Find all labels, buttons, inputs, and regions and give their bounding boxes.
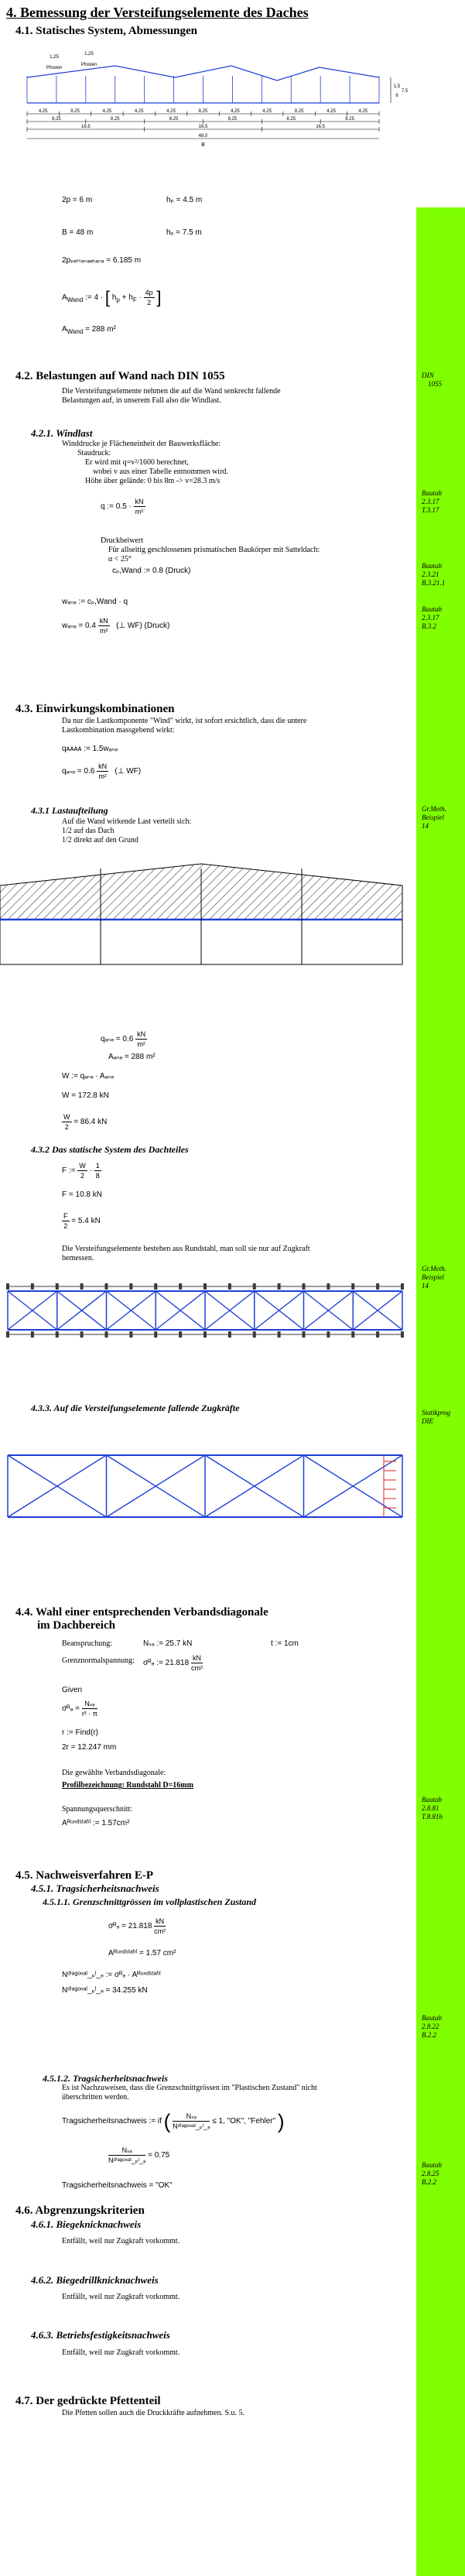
rail-support bbox=[179, 1331, 182, 1338]
dimension-value: 8,25 bbox=[227, 117, 238, 122]
value-wwand: wₐₙₔ = 0.4 $\frac{kN}{\text{m²}}$ (⊥ WF) (Druck) bbox=[62, 617, 170, 635]
rail-support bbox=[401, 1331, 404, 1338]
margin-note-din: DIN 1055 bbox=[422, 372, 442, 388]
section-4-5-heading: 4.5. Nachweisverfahren E-P bbox=[15, 1869, 154, 1882]
right-dim-value: 1,5 bbox=[393, 84, 401, 89]
value-qwand-2: qₐₙₔ = 0.6 $\frac{kN}{\text{m²}}$ bbox=[101, 1030, 146, 1048]
rail-support bbox=[228, 1331, 231, 1338]
value-2r: 2r = 12.247 mm bbox=[62, 1743, 117, 1752]
section-4-3-intro: Da nur die Lastkomponente "Wind" wirkt, ist sofort ersichtlich, dass die untere Lastkombination massgebend wirkt: bbox=[62, 717, 307, 735]
value-W: W = 172.8 kN bbox=[62, 1091, 109, 1100]
dimension-value: 4,25 bbox=[262, 109, 272, 114]
value-hF: hₒ = 7.5 m bbox=[166, 228, 202, 237]
margin-note-statikprog: Statikprog DIE bbox=[422, 1409, 451, 1425]
section-4-1-heading: 4.1. Statisches System, Abmessungen bbox=[15, 25, 198, 37]
dimension-value: 4,25 bbox=[38, 109, 48, 114]
section-4-heading: 4. Bemessung der Versteifungselemente des Daches bbox=[6, 5, 309, 20]
wind-description: Winddrucke je Flächeneinheit der Bauwerksfläche: Staudruck: Er wird mit q=v²/1600 berechnet, wobei v aus einer Tabelle entnommen wird. Höhe über gelände: 0 bis 8m -> v=28.3 m/s bbox=[62, 440, 228, 485]
zugkraefte-truss-drawing bbox=[0, 1432, 418, 1533]
value-W-half: $\frac{W}{2}$ = 86.4 kN bbox=[63, 1113, 108, 1131]
dimension-value: 4,25 bbox=[102, 109, 112, 114]
dimension-value: 4,25 bbox=[231, 109, 240, 114]
section-4-5-1-2-heading: 4.5.1.2. Tragsicherheitsnachweis bbox=[43, 2073, 168, 2084]
value-sigma-rd-2: σᴿₔ = 21.818 $\frac{kN}{\text{cm²}}$ bbox=[108, 1917, 166, 1935]
dimension-value: 8,25 bbox=[198, 109, 208, 114]
dimension-value: 8,25 bbox=[169, 117, 179, 122]
value-F-half: $\frac{F}{2}$ = 5.4 kN bbox=[63, 1212, 101, 1230]
formula-awand: $A_{Wand}$ := 4 · [ $h_p + h_F$ · $\frac{4p}{2}$ ] bbox=[62, 287, 162, 307]
dimension-value: 4,25 bbox=[327, 109, 336, 114]
margin-note-bautab-4: Bautab 2.8.81 T.8.81b bbox=[422, 1796, 443, 1821]
margin-note-bautab-6: Bautab 2.8.25 B.2.2 bbox=[422, 2161, 442, 2186]
dachteil-truss-drawing bbox=[0, 1268, 418, 1345]
dimension-total: 48,0 bbox=[198, 134, 208, 139]
value-nsd: Nₛₔ := 25.7 kN bbox=[143, 1639, 193, 1648]
value-qwand: qₐₙₔ = 0.6 $\frac{kN}{\text{m²}}$ (⊥ WF) bbox=[62, 762, 142, 780]
value-F: F = 10.8 kN bbox=[62, 1190, 102, 1199]
margin-note-bautab-2: Bautab 2.3.21 B.3.21.1 bbox=[422, 562, 446, 587]
dimension-value: 8,25 bbox=[110, 117, 120, 122]
value-awand-2: Aₐₙₔ = 288 m² bbox=[108, 1053, 156, 1061]
rail-support bbox=[56, 1283, 59, 1290]
section-4-6-heading: 4.6. Abgrenzungskriterien bbox=[15, 2204, 145, 2217]
dimension-value: 8,25 bbox=[345, 117, 354, 122]
dimension-value: 8,25 bbox=[294, 109, 304, 114]
dim-top-label: 1,25 bbox=[84, 52, 94, 57]
right-dim-value: 6 bbox=[395, 94, 398, 98]
rail-support bbox=[154, 1283, 157, 1290]
rail-support bbox=[6, 1331, 9, 1338]
rail-support bbox=[401, 1283, 404, 1290]
rundstahl-note: Die Versteifungselemente bestehen aus Rundstahl, man soll sie nur auf Zugkraft bemessen. bbox=[62, 1245, 310, 1262]
value-tragsicherheit: Tragsicherheitsnachweis = "OK" bbox=[62, 2181, 173, 2190]
pfosten-label: Pfosten bbox=[46, 66, 63, 70]
formula-W: W := qₐₙₔ · Aₐₙₔ bbox=[62, 1072, 115, 1081]
value-arundstahl: Aᴿᵘⁿᵈˢᵗᵃʰˡ := 1.57cm² bbox=[62, 1819, 130, 1828]
rail-support bbox=[351, 1283, 354, 1290]
margin-note-grmeth-2: Gr.Meth. Beispiel 14 bbox=[422, 1265, 446, 1290]
rail-support bbox=[6, 1283, 9, 1290]
profilbezeichnung: Profilbezeichnung: Rundstahl D=16mm bbox=[62, 1781, 193, 1790]
margin-note-bautab-1: Bautab 2.3.17 T.3.17 bbox=[422, 489, 442, 514]
rail-support bbox=[31, 1331, 34, 1338]
dimension-mark: B bbox=[201, 142, 205, 148]
formula-F: F := $\frac{W}{2}$ · $\frac{1}{8}$ bbox=[62, 1162, 100, 1180]
right-dim-value: 7,5 bbox=[401, 89, 409, 94]
section-4-2-intro: Die Versteifungselemente nehmen die auf die Wand senkrecht fallende Belastungen auf, in unserem Fall also die Windlast. bbox=[62, 387, 281, 405]
dimension-value: 8,25 bbox=[286, 117, 296, 122]
value-arundstahl-2: Aᴿᵘⁿᵈˢᵗᵃʰˡ = 1.57 cm² bbox=[108, 1949, 176, 1958]
section-4-6-1-heading: 4.6.1. Biegeknicknachweis bbox=[31, 2218, 142, 2230]
section-4-3-1-heading: 4.3.1 Lastaufteilung bbox=[31, 805, 108, 816]
entfaellt-2: Entfällt, weil nur Zugkraft vorkommt. bbox=[62, 2293, 180, 2301]
formula-qwand: qᴀᴀᴀᴀ := 1.5wₐₙₔ bbox=[62, 745, 118, 753]
rail-support bbox=[278, 1283, 281, 1290]
value-ndiag: Nᵈⁱᵃᵍᵒⁿᵃˡ_ₚˡ_ₔ = 34.255 kN bbox=[62, 1986, 148, 1995]
rail-support bbox=[179, 1283, 182, 1290]
rail-support bbox=[253, 1283, 256, 1290]
section-4-2-heading: 4.2. Belastungen auf Wand nach DIN 1055 bbox=[15, 370, 225, 382]
section-4-7-heading: 4.7. Der gedrückte Pfettenteil bbox=[15, 2395, 161, 2407]
dimension-value: 4,25 bbox=[358, 109, 368, 114]
section-4-3-heading: 4.3. Einwirkungskombinationen bbox=[15, 703, 175, 715]
section-4-5-1-heading: 4.5.1. Tragsicherheitsnachweis bbox=[31, 1882, 159, 1894]
dimension-value: 8,25 bbox=[70, 109, 80, 114]
margin-note-grmeth-1: Gr.Meth. Beispiel 14 bbox=[422, 805, 446, 830]
formula-ndiag: Nᵈⁱᵃᵍᵒⁿᵃˡ_ₚˡ_ₔ := σᴿₔ · Aᴿᵘⁿᵈˢᵗᵃʰˡ bbox=[62, 1971, 161, 1979]
dimension-value: 4,25 bbox=[134, 109, 144, 114]
formula-tragsicherheit: Tragsicherheitsnachweis := if ( $\frac{\text{Nₛₔ}}{\text{Nᵈⁱᵃᵍᵒⁿᵃˡ\_ₚˡ\_ₔ}}$ ≤ 1, "OK", "Fehler" ) bbox=[62, 2109, 285, 2133]
rail-support bbox=[56, 1331, 59, 1338]
formula-wwand: wₐₙₔ := cₚ,Wand · q bbox=[62, 598, 128, 606]
section-4-3-3-heading: 4.3.3. Auf die Versteifungselemente fallende Zugkräfte bbox=[31, 1403, 240, 1413]
pfosten-label: Pfosten bbox=[80, 63, 97, 67]
entfaellt-1: Entfällt, weil nur Zugkraft vorkommt. bbox=[62, 2237, 180, 2245]
lastaufteilung-drawing bbox=[0, 848, 418, 972]
value-2p: 2p = 6 m bbox=[62, 196, 93, 204]
rail-support bbox=[80, 1331, 84, 1338]
section-4-4-heading: 4.4. Wahl einer entsprechenden Verbandsdiagonale im Dachbereich bbox=[15, 1606, 268, 1632]
value-hp: hₚ = 4.5 m bbox=[166, 196, 203, 204]
formula-find-r: r := Find(r) bbox=[62, 1728, 98, 1737]
section-4-2-1-heading: 4.2.1. Windlast bbox=[31, 427, 93, 439]
druckbeiwert-text: Druckbeiwert Für allseitig geschlossenen prismatischen Baukörper mit Satteldach: α < 25° bbox=[101, 536, 320, 564]
rail-support bbox=[105, 1283, 108, 1290]
rail-support bbox=[376, 1283, 379, 1290]
label-spannungsquerschnitt: Spannungsquerschnitt: bbox=[62, 1805, 133, 1814]
dim-top-label: 1,25 bbox=[50, 55, 59, 60]
rail-support bbox=[129, 1331, 132, 1338]
formula-q: q := 0.5 · $\frac{kN}{\text{m²}}$ bbox=[101, 498, 144, 516]
rail-support bbox=[203, 1283, 207, 1290]
rail-support bbox=[228, 1283, 231, 1290]
rail-support bbox=[376, 1331, 379, 1338]
rail-support bbox=[327, 1331, 330, 1338]
margin-note-bautab-5: Bautab 2.8.22 B.2.2 bbox=[422, 2014, 442, 2039]
value-ratio: $\frac{\text{Nₛₔ}}{\text{Nᵈⁱᵃᵍᵒⁿᵃˡ\_ₚˡ\_ₔ}}$ = 0.75 bbox=[108, 2146, 170, 2164]
rail-support bbox=[303, 1283, 306, 1290]
rail-support bbox=[31, 1283, 34, 1290]
dimension-value: 16,5 bbox=[198, 125, 208, 129]
rail-support bbox=[105, 1331, 108, 1338]
pfetten-text: Die Pfetten sollen auch die Druckkräfte aufnehmen. S.u. 5. bbox=[62, 2409, 245, 2417]
dimension-value: 16,5 bbox=[80, 125, 91, 129]
value-B: B = 48 m bbox=[62, 228, 94, 237]
formula-cp: cₚ,Wand := 0.8 (Druck) bbox=[112, 567, 191, 575]
section-4-6-3-heading: 4.6.3. Betriebsfestigkeitsnachweis bbox=[31, 2329, 170, 2341]
rail-support bbox=[278, 1331, 281, 1338]
value-sigma-rd: σᴿₔ := 21.818 $\frac{kN}{\text{cm²}}$ bbox=[143, 1654, 203, 1672]
rail-support bbox=[351, 1331, 354, 1338]
label-beanspruchung: Beanspruchung: bbox=[62, 1639, 112, 1648]
value-2p-dach: 2pₚₑₜₜₑₙₐₑₜₐₙₔ = 6.185 m bbox=[62, 256, 142, 265]
rail-support bbox=[253, 1331, 256, 1338]
dimension-value: 16,5 bbox=[316, 125, 326, 129]
rail-support bbox=[327, 1283, 330, 1290]
label-grenznormalspannung: Grenznormalspannung: bbox=[62, 1656, 135, 1665]
tragsicherheit-text: Es ist Nachzuweisen, dass die Grenzschnittgrössen im "Plastischen Zustand" nicht überschritten werden. bbox=[62, 2084, 317, 2102]
value-awand: $A_{Wand} = 288$ m² bbox=[62, 325, 116, 335]
rail-support bbox=[129, 1283, 132, 1290]
label-verbandsdiagonale: Die gewählte Verbandsdiagonale: bbox=[62, 1769, 166, 1777]
lastaufteilung-text: Auf die Wand wirkende Last verteilt sich: 1/2 auf das Dach 1/2 direkt auf den Grund bbox=[62, 817, 192, 844]
dimension-value: 8,25 bbox=[52, 117, 61, 122]
value-t: t := 1cm bbox=[271, 1639, 299, 1648]
margin-note-bautab-3: Bautab 2.3.17 B.3.2 bbox=[422, 605, 442, 630]
rail-support bbox=[303, 1331, 306, 1338]
section-4-5-1-1-heading: 4.5.1.1. Grenzschnittgrössen im vollplastischen Zustand bbox=[43, 1896, 257, 1907]
section-4-6-2-heading: 4.6.2. Biegedrillknicknachweis bbox=[31, 2274, 159, 2286]
label-given: Given bbox=[62, 1686, 83, 1694]
statisches-system-drawing bbox=[0, 43, 418, 166]
rail-support bbox=[154, 1331, 157, 1338]
formula-sigma: σᴿₔ = $\frac{\text{Nₛₔ}}{\text{r² · π}}$ bbox=[62, 1700, 98, 1718]
section-4-3-2-heading: 4.3.2 Das statische System des Dachteiles bbox=[31, 1144, 189, 1155]
rail-support bbox=[80, 1283, 84, 1290]
entfaellt-3: Entfällt, weil nur Zugkraft vorkommt. bbox=[62, 2348, 180, 2357]
dimension-value: 4,25 bbox=[166, 109, 176, 114]
rail-support bbox=[203, 1331, 207, 1338]
